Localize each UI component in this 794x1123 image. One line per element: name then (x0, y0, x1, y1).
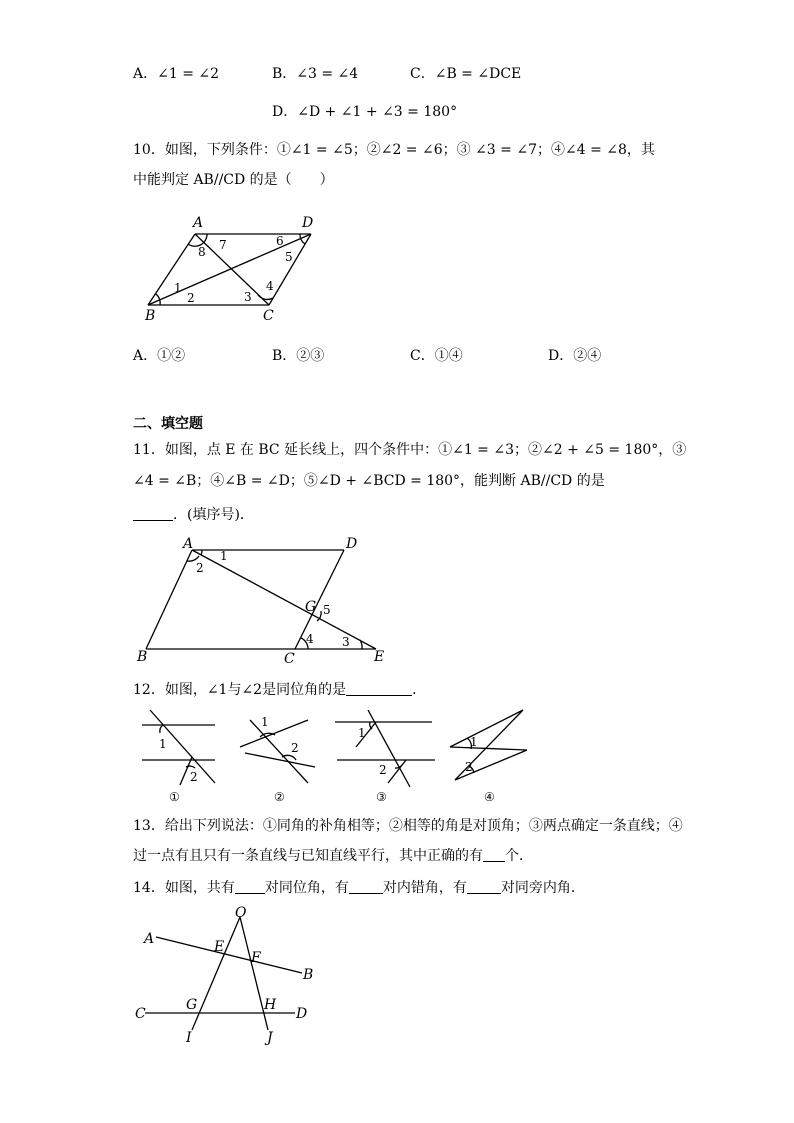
q12-answer-blank[interactable] (346, 681, 412, 696)
q14-label-I: I (186, 1030, 192, 1046)
q11-label-D: D (346, 536, 358, 552)
q14-label-G: G (186, 997, 198, 1013)
q11-stem-line2: ∠4 = ∠B；④∠B = ∠D；⑤∠D + ∠BCD = 180°，能判断 AB//CD 的是 (133, 473, 605, 489)
q11-angle-5: 5 (323, 603, 331, 617)
q10-angle-4: 4 (266, 279, 274, 293)
q9-option-b: B．∠3 = ∠4 (272, 66, 359, 82)
q10-angle-5: 5 (285, 250, 293, 264)
q10-option-c: C．①④ (410, 348, 463, 364)
q14-label-J: J (267, 1030, 273, 1046)
q12-fig3-angle-2: 2 (379, 763, 387, 777)
q12-caption-3: ③ (376, 790, 387, 804)
q12-fig1-angle-1: 1 (159, 737, 167, 751)
q10-angle-6: 6 (276, 234, 284, 248)
q12-caption-2: ② (274, 790, 285, 804)
q12-caption-1: ① (169, 790, 180, 804)
q12-fig2-angle-2: 2 (291, 741, 299, 755)
q11-label-C: C (284, 651, 295, 667)
q12-fig3-angle-1: 1 (358, 726, 366, 740)
q14-label-D: D (296, 1006, 308, 1022)
q10-parallelogram-figure (130, 210, 330, 330)
q12-fig4-angle-2: 2 (465, 760, 473, 774)
q14-label-O: O (235, 905, 247, 921)
q9-option-c: C．∠B = ∠DCE (410, 66, 522, 82)
q11-label-G: G (305, 599, 317, 615)
q11-label-E: E (374, 649, 385, 665)
q14-label-H: H (264, 997, 277, 1013)
q14-label-C: C (135, 1006, 146, 1022)
q11-angle-1: 1 (220, 549, 228, 563)
q14-blank-corresponding[interactable] (235, 879, 265, 894)
q14-label-A: A (144, 931, 155, 947)
q14-label-E: E (214, 939, 225, 955)
q10-label-C: C (263, 308, 274, 324)
q11-figure (130, 535, 400, 670)
q12-caption-4: ④ (484, 790, 495, 804)
q14-blank-same-side[interactable] (467, 879, 501, 894)
q13-answer-blank[interactable] (483, 847, 505, 862)
q12-fig4-angle-1: 1 (470, 735, 478, 749)
q11-stem-line1: 11．如图，点 E 在 BC 延长线上，四个条件中：①∠1 = ∠3；②∠2 + ∠5 = 180°，③ (133, 442, 687, 458)
q14-blank-alternate[interactable] (349, 879, 383, 894)
q11-label-A: A (183, 536, 194, 552)
q11-answer-blank[interactable] (133, 506, 173, 521)
q14-figure (130, 905, 320, 1045)
q14-label-F: F (251, 950, 261, 966)
q13-stem-line1: 13．给出下列说法：①同角的补角相等；②相等的角是对顶角；③两点确定一条直线；④ (133, 818, 683, 834)
q10-angle-8: 8 (198, 245, 206, 259)
q10-option-a: A．①② (133, 348, 186, 364)
q10-option-b: B．②③ (272, 348, 325, 364)
q12-fig1-angle-2: 2 (190, 770, 198, 784)
q11-angle-3: 3 (342, 635, 350, 649)
q10-angle-3: 3 (244, 290, 252, 304)
q10-angle-2: 2 (187, 291, 195, 305)
q13-stem-line2: 过一点有且只有一条直线与已知直线平行，其中正确的有 个． (133, 848, 533, 864)
q11-angle-4: 4 (306, 632, 314, 646)
q10-stem-line1: 10．如图，下列条件：①∠1 = ∠5；②∠2 = ∠6；③ ∠3 = ∠7；④∠4 = ∠8，其 (133, 142, 655, 158)
q9-option-a: A．∠1 = ∠2 (133, 66, 220, 82)
q12-stem: 12．如图，∠1与∠2是同位角的是 ． (133, 682, 427, 698)
q9-option-d: D．∠D + ∠1 + ∠3 = 180° (272, 104, 458, 120)
q10-angle-1: 1 (174, 281, 182, 295)
q10-label-A: A (193, 215, 204, 231)
q12-fig2-angle-1: 1 (261, 715, 269, 729)
q10-stem-line2: 中能判定 AB//CD 的是（ ） (133, 172, 334, 188)
q10-angle-7: 7 (219, 238, 227, 252)
q10-label-D: D (302, 215, 314, 231)
q11-stem-line3: ．(填序号)． (133, 505, 254, 525)
q10-label-B: B (145, 308, 156, 324)
q11-angle-2: 2 (196, 561, 204, 575)
q11-label-B: B (137, 649, 148, 665)
q14-stem: 14．如图，共有 对同位角，有 对内错角，有 对同旁内角． (133, 880, 585, 896)
q12-figures (130, 705, 540, 810)
q14-label-B: B (303, 967, 314, 983)
section-title: 二、填空题 (133, 416, 203, 432)
q10-option-d: D．②④ (548, 348, 602, 364)
